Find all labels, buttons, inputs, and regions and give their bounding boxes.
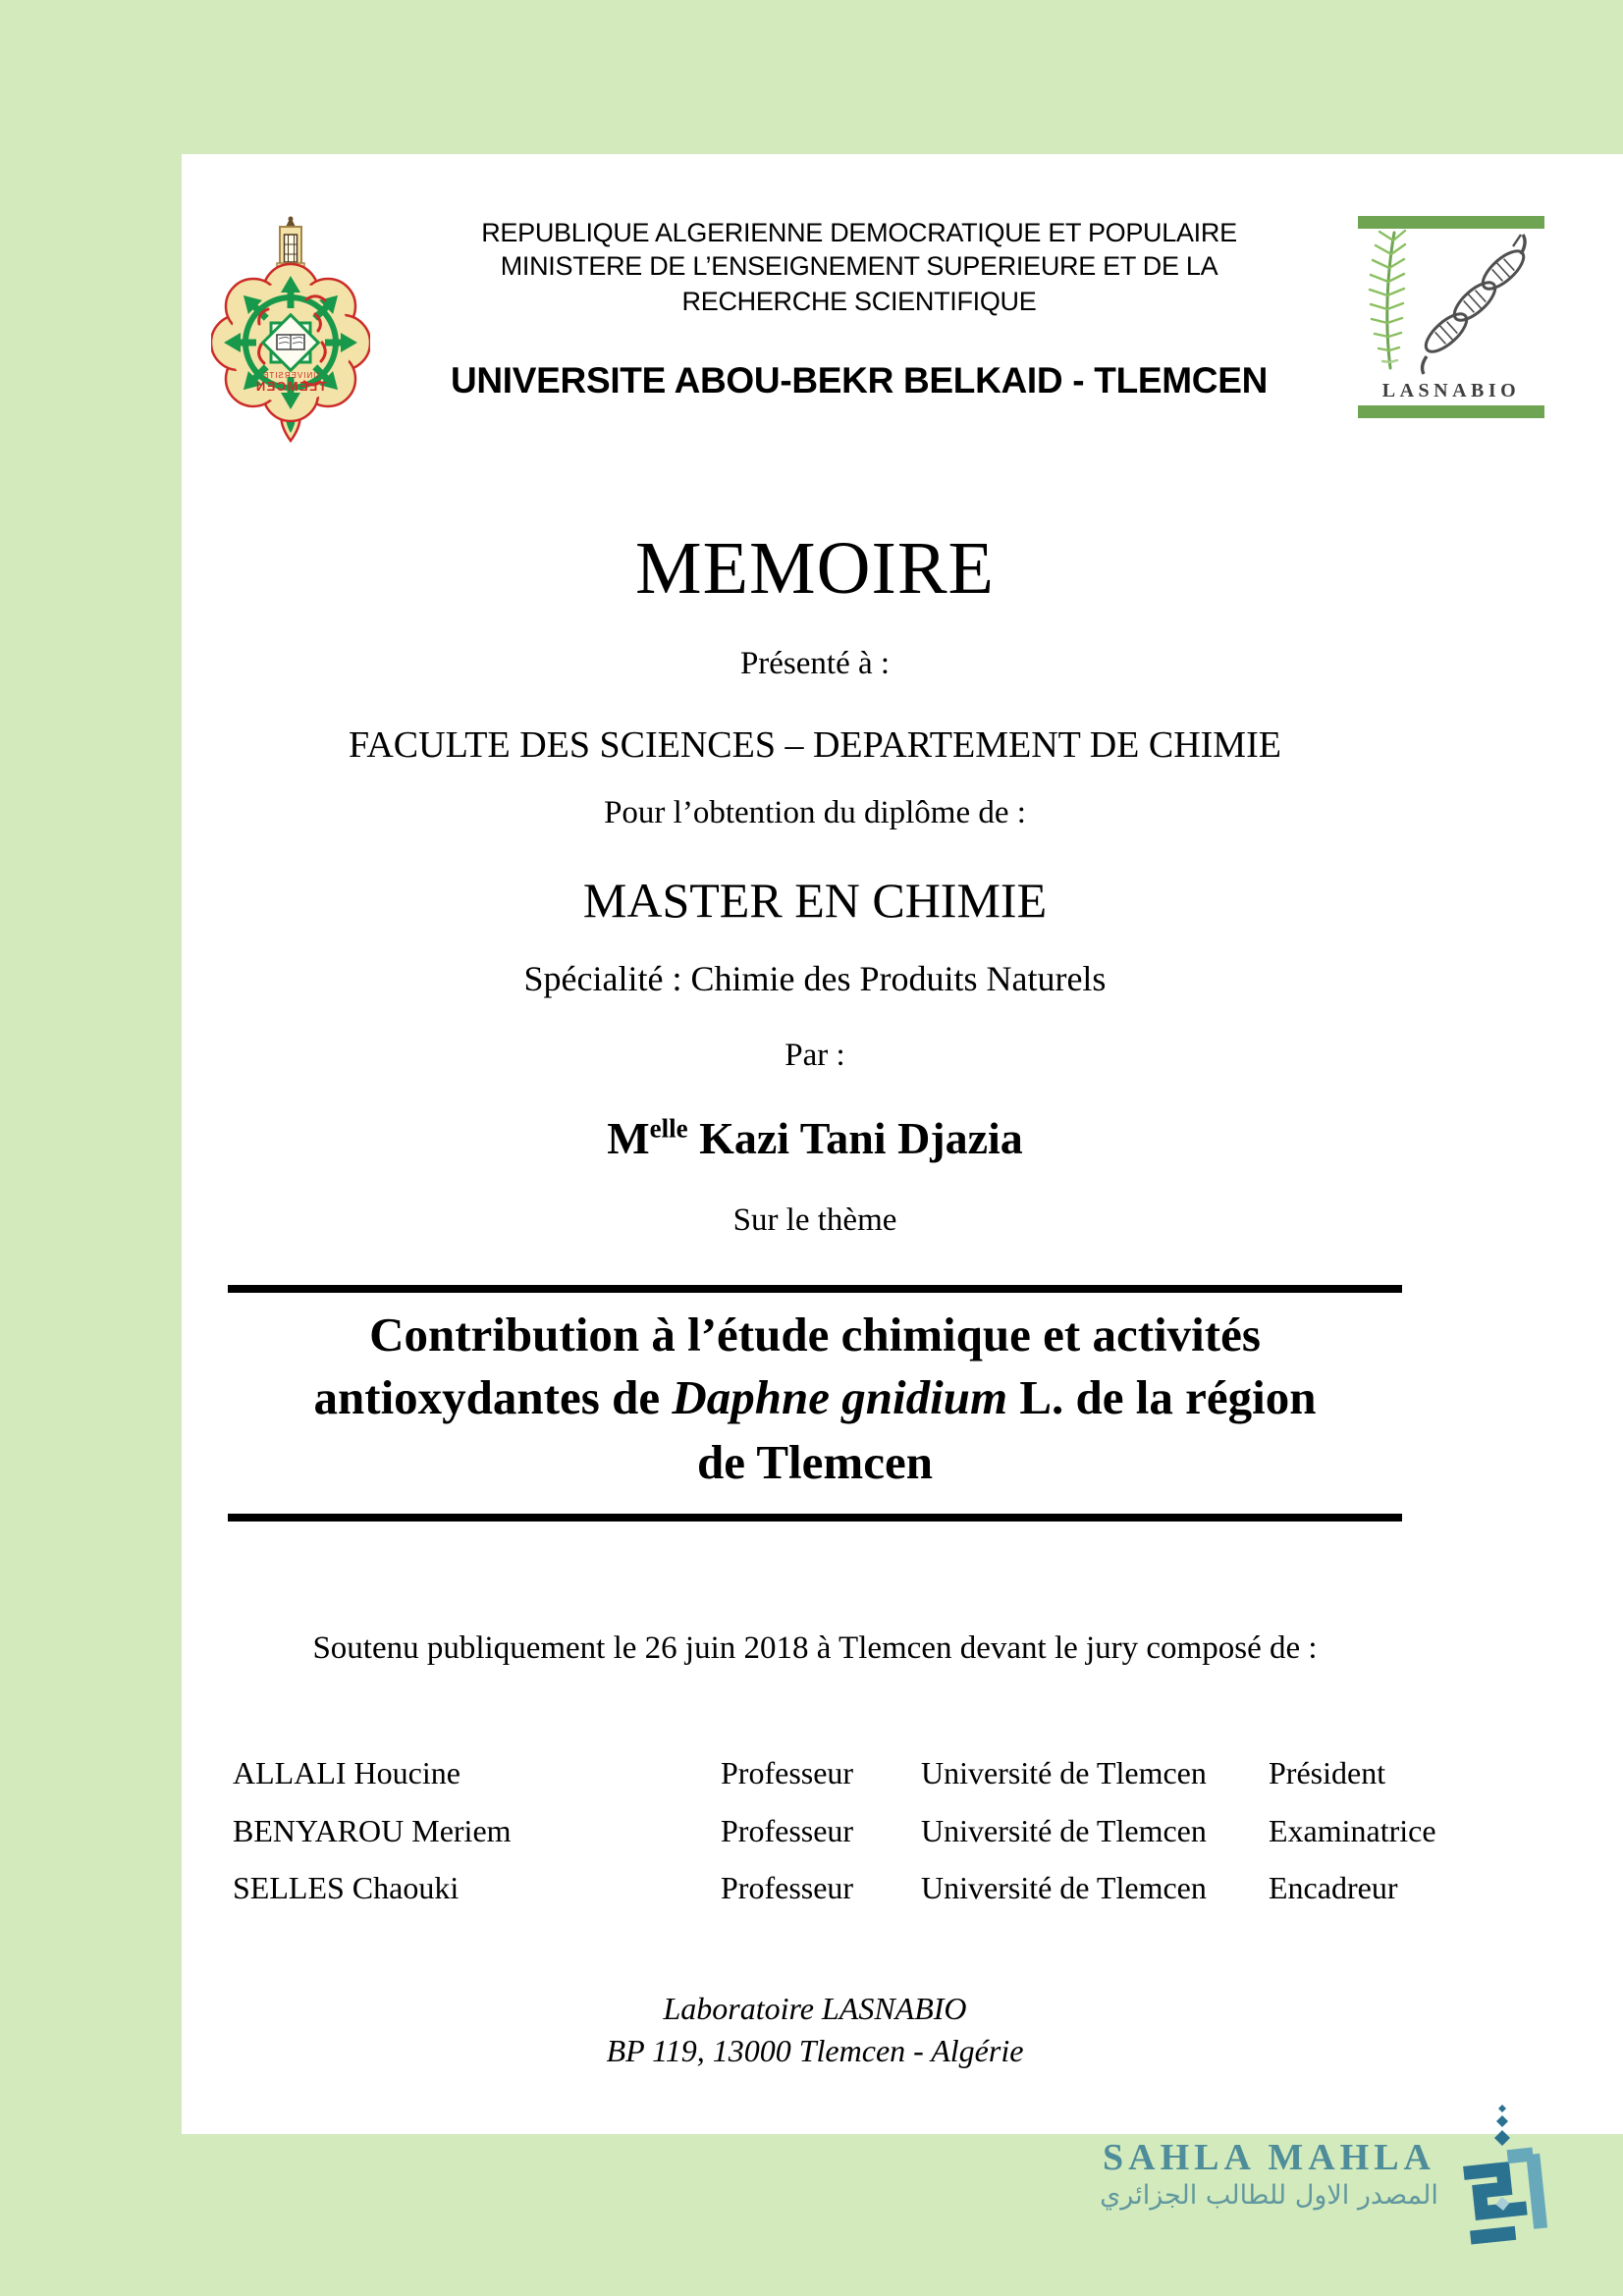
header-university-name: UNIVERSITE ABOU-BEKR BELKAID - TLEMCEN: [450, 360, 1269, 400]
lasnabio-label: LASNABIO: [1381, 380, 1521, 401]
jury-member-name: ALLALI Houcine: [233, 1755, 460, 1790]
document-page: [182, 154, 1623, 2134]
university-tlemcen-emblem-logo: [211, 215, 370, 451]
thesis-title-line1: Contribution à l’étude chimique et activités: [369, 1308, 1261, 1362]
emblem-universite-text: UNIVERSITE: [261, 371, 320, 380]
theme-label: Sur le thème: [732, 1202, 897, 1238]
title-line2-pre: antioxydantes de: [313, 1370, 673, 1424]
speciality-line: Spécialité : Chimie des Produits Naturels: [523, 959, 1107, 998]
laboratory-name-line: Laboratoire LASNABIO: [663, 1991, 967, 2026]
presented-to-label: Présenté à :: [739, 646, 891, 681]
title-line2-post: L. de la région: [1007, 1370, 1317, 1424]
author-name: [226, 1110, 1404, 1167]
thesis-title-line3: de Tlemcen: [697, 1435, 933, 1489]
header-research-line: RECHERCHE SCIENTIFIQUE: [681, 287, 1037, 316]
title-species-italic: Daphne gnidium: [672, 1370, 1008, 1424]
degree-intro-label: Pour l’obtention du diplôme de :: [604, 795, 1026, 830]
lasnabio-top-bar: [1358, 216, 1544, 229]
jury-member-name: SELLES Chaouki: [233, 1870, 460, 1905]
document-type-title: MEMOIRE: [635, 527, 995, 610]
header-ministry-line: MINISTERE DE L’ENSEIGNEMENT SUPERIEURE ET DE LA: [500, 251, 1218, 281]
open-book-icon: [277, 335, 304, 349]
jury-member-grade: Professeur: [721, 1870, 854, 1905]
faculty-line: FACULTE DES SCIENCES – DEPARTEMENT DE CHIMIE: [349, 724, 1281, 766]
header-republic-line: REPUBLIQUE ALGERIENNE DEMOCRATIQUE ET POPULAIRE: [481, 218, 1237, 247]
jury-member-name: BENYAROU Meriem: [233, 1813, 512, 1848]
thesis-title-line2: [226, 1367, 1404, 1428]
jury-row: [182, 1867, 1623, 1910]
lasnabio-bottom-bar: [1358, 405, 1544, 418]
lasnabio-logo: [1358, 213, 1544, 425]
jury-member-role: Examinatrice: [1269, 1813, 1436, 1848]
jury-member-role: Président: [1269, 1755, 1386, 1790]
jury-member-university: Université de Tlemcen: [921, 1755, 1207, 1790]
degree-name: MASTER EN CHIMIE: [582, 873, 1048, 928]
by-label: Par :: [784, 1038, 845, 1073]
jury-member-grade: Professeur: [721, 1813, 854, 1848]
defense-intro-line: Soutenu publiquement le 26 juin 2018 à Tlemcen devant le jury composé de :: [312, 1630, 1318, 1666]
jury-row: [182, 1810, 1623, 1853]
sahla-mahla-arabic-tagline: المصدر الاول للطالب الجزائري: [1100, 2180, 1438, 2211]
jury-member-grade: Professeur: [721, 1755, 854, 1790]
sahla-mahla-calligraphy-icon: [1451, 2103, 1553, 2256]
author-fullname: Kazi Tani Djazia: [687, 1113, 1023, 1163]
title-bottom-rule: [228, 1514, 1402, 1522]
author-title-prefix: M: [607, 1113, 650, 1163]
laboratory-address-line: BP 119, 13000 Tlemcen - Algérie: [606, 2033, 1024, 2068]
sahla-mahla-wordmark: SAHLA MAHLA: [1103, 2137, 1435, 2178]
jury-member-university: Université de Tlemcen: [921, 1813, 1207, 1848]
author-title-sup: elle: [649, 1113, 688, 1144]
jury-row: [182, 1752, 1623, 1795]
emblem-tlemcen-text: TLEMCEN: [254, 379, 327, 394]
title-top-rule: [228, 1285, 1402, 1293]
jury-member-university: Université de Tlemcen: [921, 1870, 1207, 1905]
jury-member-role: Encadreur: [1269, 1870, 1398, 1905]
